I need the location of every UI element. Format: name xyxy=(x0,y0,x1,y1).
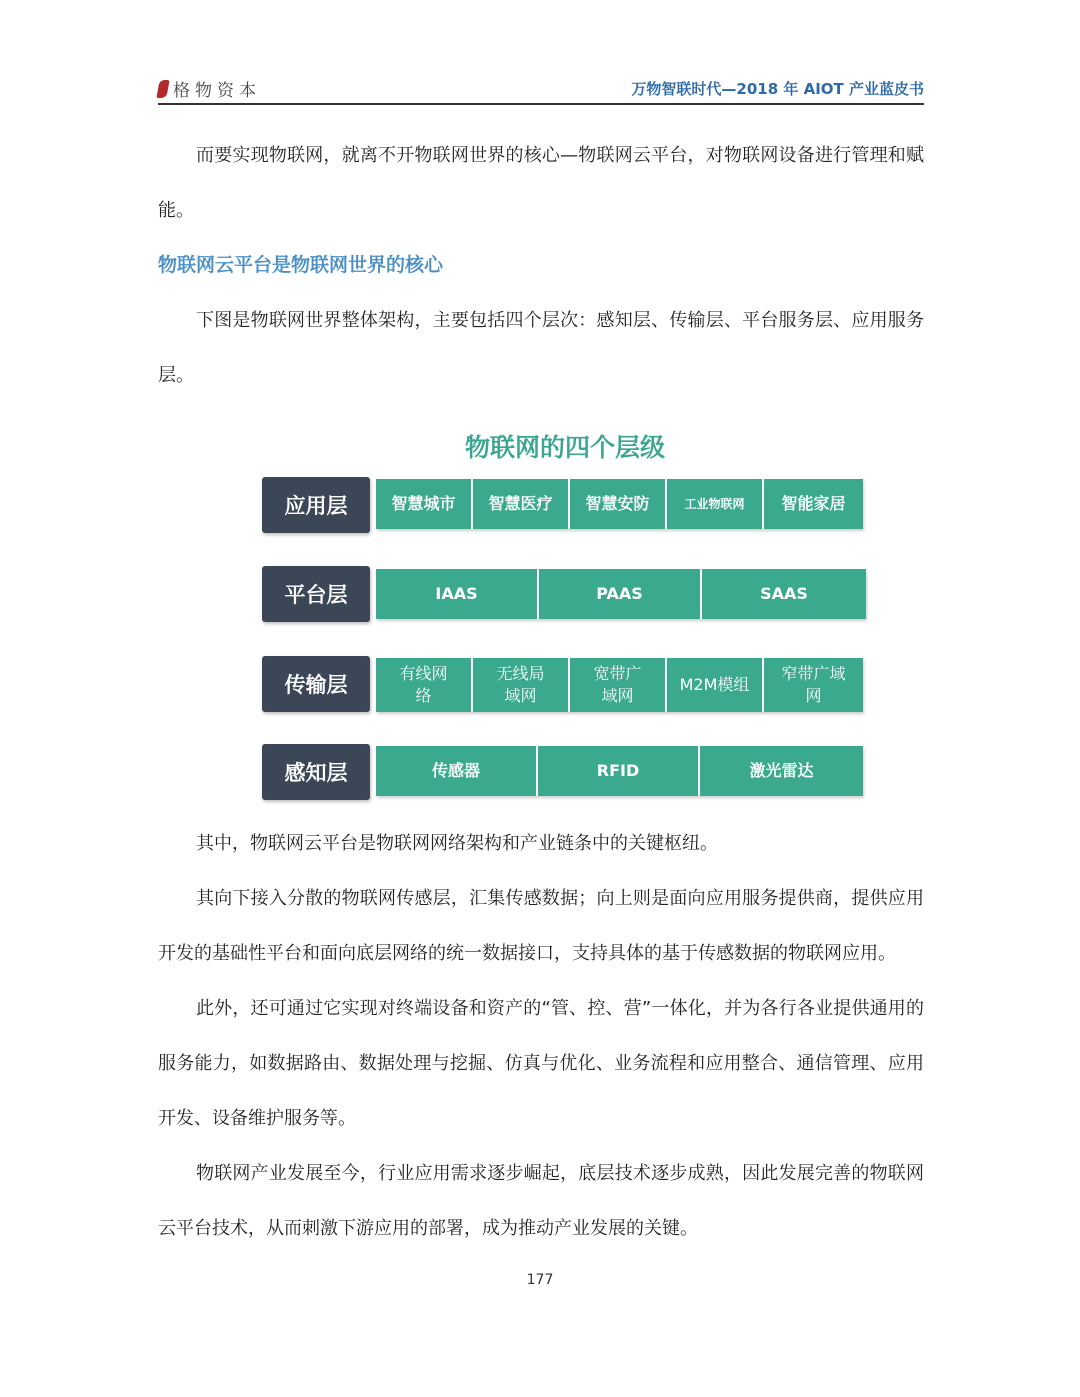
header-divider xyxy=(158,103,924,105)
header-title: 万物智联时代—2018 年 AIOT 产业蓝皮书 xyxy=(631,80,924,98)
cell-sensor: 传感器 xyxy=(376,746,538,796)
diagram-title: 物联网的四个层级 xyxy=(464,433,665,462)
cell-m2m-module: M2M模组 xyxy=(667,658,764,712)
page-header xyxy=(158,74,924,104)
iot-layers-diagram xyxy=(262,420,868,805)
cell-industrial-iot: 工业物联网 xyxy=(667,479,764,529)
paragraph-4: 其向下接入分散的物联网传感层，汇集传感数据；向上则是面向应用服务提供商，提供应用开发的基础性平台和面向底层网络的统一数据接口，支持具体的基于传感数据的物联网应用。 xyxy=(158,888,924,964)
paragraph-6: 物联网产业发展至今，行业应用需求逐步崛起，底层技术逐步成熟，因此发展完善的物联网云平台技术，从而刺激下游应用的部署，成为推动产业发展的关键。 xyxy=(158,1163,924,1239)
layer-label-transmission: 传输层 xyxy=(262,656,370,712)
section-title: 物联网云平台是物联网世界的核心 xyxy=(158,254,444,276)
layer-cells-application xyxy=(376,479,863,529)
logo-text: 格物资本 xyxy=(173,81,261,101)
cell-paas: PAAS xyxy=(539,569,702,619)
cell-smart-security: 智慧安防 xyxy=(570,479,667,529)
layer-label-application: 应用层 xyxy=(262,477,370,533)
cell-lidar: 激光雷达 xyxy=(700,746,863,796)
logo xyxy=(158,76,261,101)
cell-iaas: IAAS xyxy=(376,569,539,619)
cell-rfid: RFID xyxy=(538,746,700,796)
paragraph-2: 下图是物联网世界整体架构，主要包括四个层次：感知层、传输层、平台服务层、应用服务层。 xyxy=(158,310,924,386)
layer-cells-platform xyxy=(376,569,866,619)
cell-wired-network: 有线网络 xyxy=(376,658,473,712)
page-number: 177 xyxy=(526,1272,554,1288)
cell-smart-home: 智能家居 xyxy=(764,479,863,529)
paragraph-5: 此外，还可通过它实现对终端设备和资产的“管、控、营”一体化，并为各行各业提供通用的服务能力，如数据路由、数据处理与挖掘、仿真与优化、业务流程和应用整合、通信管理、应用开发、设备维护服务等。 xyxy=(158,998,924,1129)
cell-narrowband-wan: 窄带广域网 xyxy=(764,658,863,712)
layer-label-platform: 平台层 xyxy=(262,566,370,622)
cell-smart-city: 智慧城市 xyxy=(376,479,473,529)
layer-cells-transmission xyxy=(376,658,863,712)
logo-mark-icon xyxy=(156,80,169,98)
layer-cells-perception xyxy=(376,746,863,796)
cell-broadband-wan: 宽带广域网 xyxy=(570,658,667,712)
layer-label-perception: 感知层 xyxy=(262,744,370,800)
paragraph-1: 而要实现物联网，就离不开物联网世界的核心—物联网云平台，对物联网设备进行管理和赋能。 xyxy=(158,145,924,221)
paragraph-3: 其中，物联网云平台是物联网网络架构和产业链条中的关键枢纽。 xyxy=(196,833,718,854)
cell-smart-medical: 智慧医疗 xyxy=(473,479,570,529)
cell-wlan: 无线局域网 xyxy=(473,658,570,712)
cell-saas: SAAS xyxy=(702,569,866,619)
